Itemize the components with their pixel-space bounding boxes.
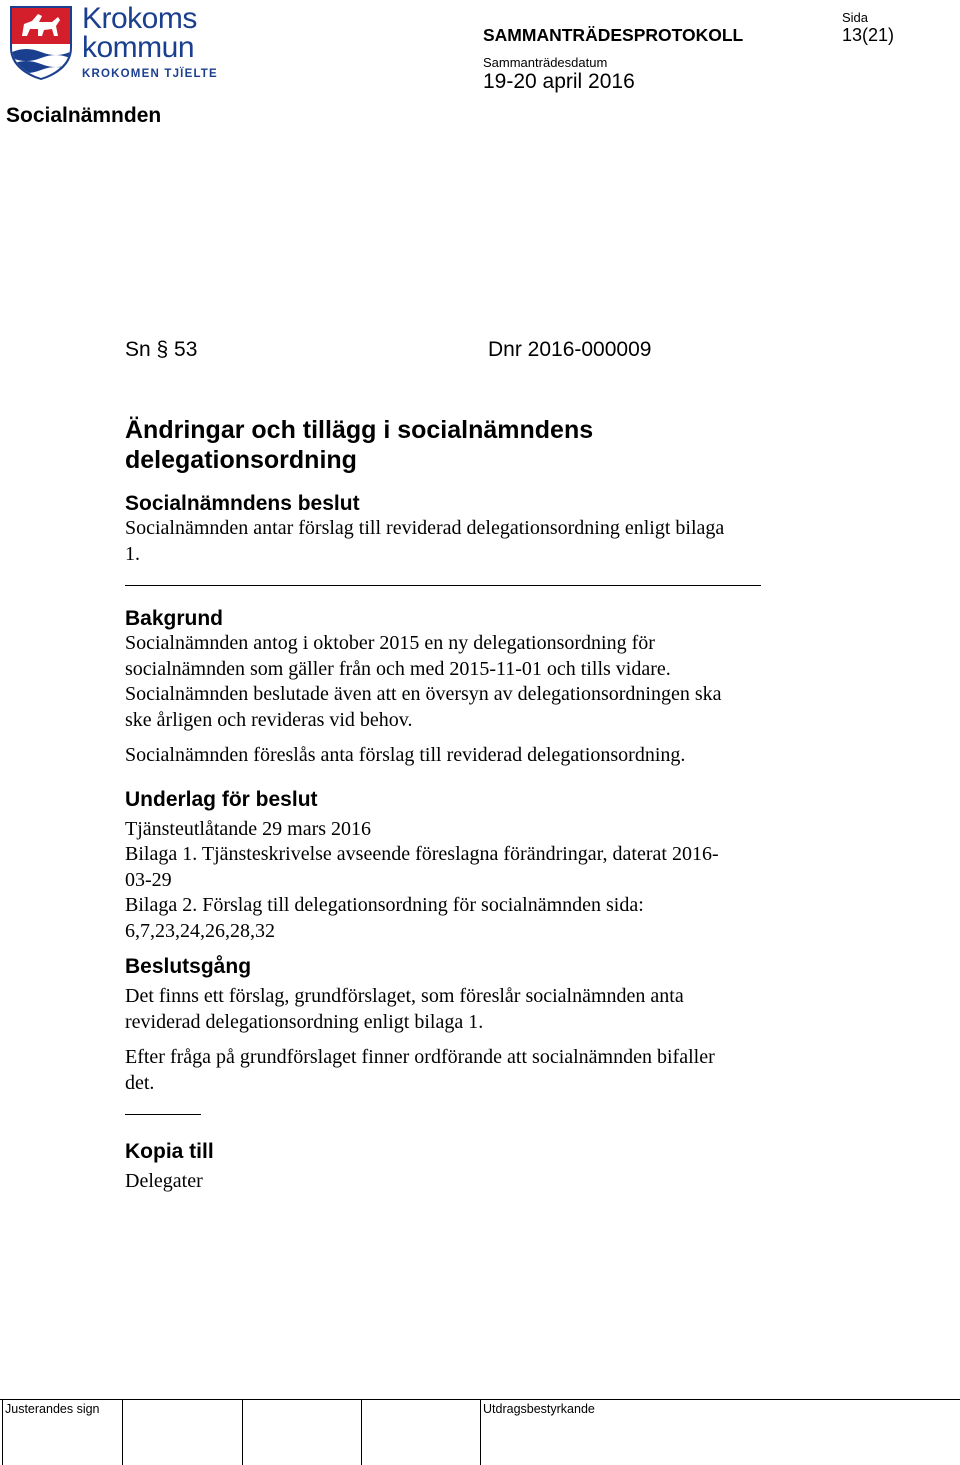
signature-footer (0, 1399, 960, 1465)
adjuster-sign-label: Justerandes sign (5, 1402, 100, 1416)
protocol-title: SAMMANTRÄDESPROTOKOLL (483, 25, 744, 45)
section-number: Sn § 53 (125, 338, 198, 361)
background-text: Socialnämnden föreslås anta förslag till reviderad delegationsordning. (125, 744, 686, 766)
copy-to-text: Delegater (125, 1170, 203, 1192)
signature-box-divider (122, 1400, 123, 1465)
signature-box-divider (480, 1400, 481, 1465)
extract-certification-label: Utdragsbestyrkande (483, 1402, 595, 1416)
procedure-heading: Beslutsgång (125, 955, 252, 978)
copy-to-heading: Kopia till (125, 1140, 214, 1163)
document-body (125, 338, 790, 1195)
basis-text: 03-29 (125, 868, 172, 891)
coat-of-arms-icon (8, 4, 74, 80)
krokom-coat-of-arms-logo (8, 4, 74, 80)
case-title (125, 415, 790, 475)
basis-heading: Underlag för beslut (125, 787, 318, 811)
section-divider-short (125, 1114, 201, 1115)
case-title-line: delegationsordning (125, 446, 357, 474)
signature-box-divider (242, 1400, 243, 1465)
procedure-text: reviderad delegationsordning enligt bilaga 1. (125, 1010, 484, 1033)
background-text: Socialnämnden antog i oktober 2015 en ny delegationsordning för (125, 632, 655, 654)
background-heading: Bakgrund (125, 607, 224, 630)
committee-name: Socialnämnden (6, 104, 162, 127)
procedure-text: Det finns ett förslag, grundförslaget, som föreslår socialnämnden anta (125, 985, 684, 1007)
meeting-date-label: Sammanträdesdatum (483, 55, 608, 70)
procedure-text: det. (125, 1071, 155, 1094)
background-text: Socialnämnden beslutade även att en översyn av delegationsordningen ska (125, 683, 722, 705)
diary-number: Dnr 2016-000009 (488, 338, 652, 361)
signature-box-divider (2, 1400, 3, 1465)
decision-text: 1. (125, 542, 140, 565)
brand-wordmark (82, 4, 218, 80)
basis-text: 6,7,23,24,26,28,32 (125, 919, 275, 942)
background-text: ske årligen och revideras vid behov. (125, 708, 413, 731)
decision-heading: Socialnämndens beslut (125, 492, 360, 515)
decision-text: Socialnämnden antar förslag till reviderad delegationsordning enligt bilaga (125, 517, 725, 539)
page-label: Sida (842, 10, 869, 25)
basis-text: Bilaga 2. Förslag till delegationsordning för socialnämnden sida: (125, 894, 644, 916)
brand-name-line2: kommun (82, 31, 195, 64)
procedure-text: Efter fråga på grundförslaget finner ordförande att socialnämnden bifaller (125, 1046, 715, 1068)
case-reference-row (125, 338, 790, 368)
section-divider (125, 585, 761, 586)
background-text: socialnämnden som gäller från och med 2015-11-01 och tills vidare. (125, 657, 671, 680)
signature-box-divider (361, 1400, 362, 1465)
meeting-date-value: 19-20 april 2016 (483, 70, 635, 93)
basis-text: Bilaga 1. Tjänsteskrivelse avseende föreslagna förändringar, daterat 2016- (125, 843, 719, 865)
page-number: 13(21) (842, 25, 895, 45)
brand-subtitle: KROKOMEN TJÏELTE (82, 68, 218, 80)
case-title-line: Ändringar och tillägg i socialnämndens (125, 416, 594, 444)
basis-text: Tjänsteutlåtande 29 mars 2016 (125, 817, 372, 840)
brand-name-line1: Krokoms (82, 2, 197, 35)
